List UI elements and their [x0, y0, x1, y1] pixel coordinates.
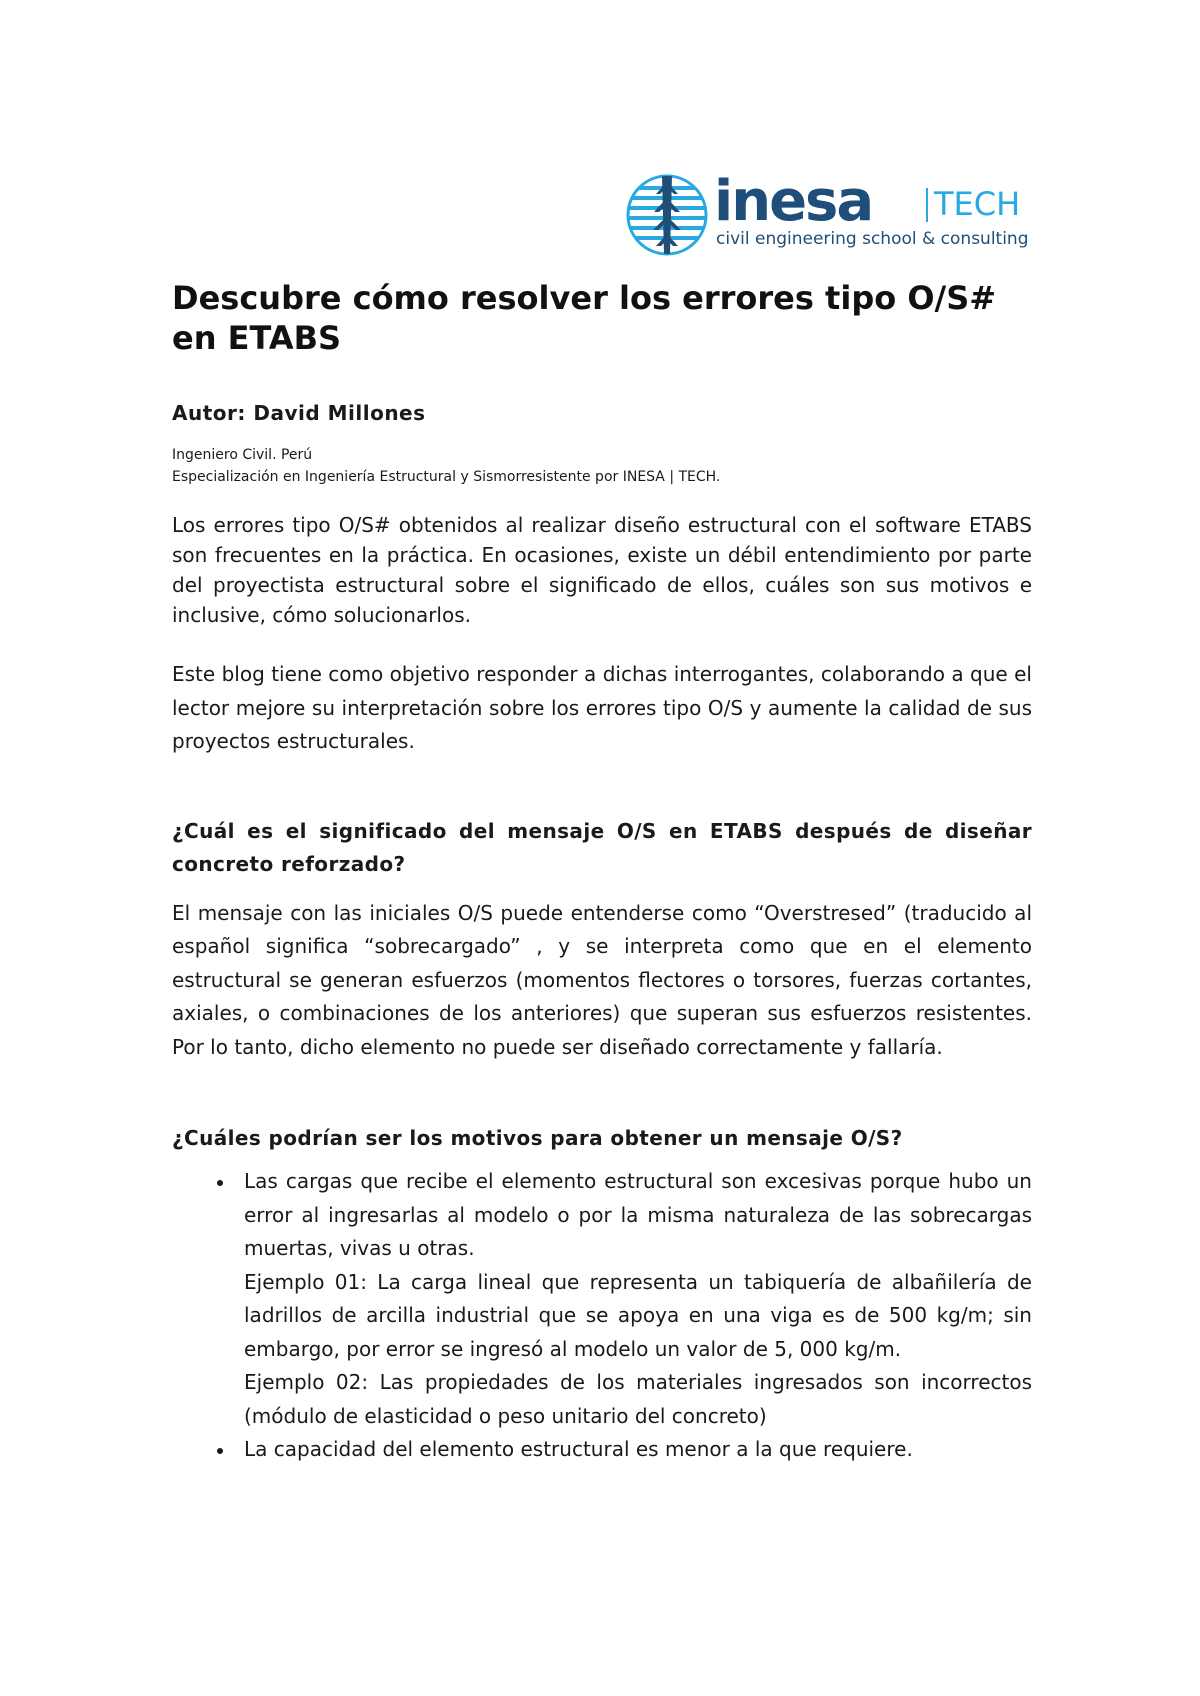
- list-item: [172, 1433, 1032, 1467]
- reason-example-1: Ejemplo 01: La carga lineal que representa un tabiquería de albañilería de ladrillos de arcilla industrial que se apoya en una viga es de 500 kg/m; sin embargo, por error se ingresó al modelo un valor de 5, 000 kg/m.: [244, 1269, 1032, 1361]
- list-item: [172, 1165, 1032, 1433]
- author-specialization: Especialización en Ingeniería Estructural y Sismorresistente por INESA | TECH.: [172, 469, 721, 485]
- reason-text: Las cargas que recibe el elemento estructural son excesivas porque hubo un error al ingresarlas al modelo o por la misma naturaleza de las sobrecargas muertas, vivas u otras.: [244, 1169, 1032, 1260]
- article-body: [172, 278, 1032, 1467]
- section-heading-meaning: ¿Cuál es el significado del mensaje O/S en ETABS después de diseñar concreto reforzado?: [172, 818, 1032, 876]
- reason-text: La capacidad del elemento estructural es menor a la que requiere.: [244, 1437, 913, 1461]
- section-heading-reasons: ¿Cuáles podrían ser los motivos para obtener un mensaje O/S?: [172, 1126, 903, 1150]
- bullet-icon: [217, 1448, 223, 1454]
- inesa-tech-logo: [626, 169, 1036, 260]
- author-credentials: [172, 444, 1032, 488]
- reason-example-2: Ejemplo 02: Las propiedades de los materiales ingresados son incorrectos (módulo de elasticidad o peso unitario del concreto): [244, 1370, 1032, 1428]
- logo-tech: TECH: [934, 185, 1021, 223]
- section-meaning-paragraph: El mensaje con las iniciales O/S puede entenderse como “Overstresed” (traducido al español significa “sobrecargado” , y se interpreta como que en el elemento estructural se generan esfuerzos (momentos flectores o torsores, fuerzas cortantes, axiales, o combinaciones de los anteriores) que superan sus esfuerzos resistentes. Por lo tanto, dicho elemento no puede ser diseñado correctamente y fallaría.: [172, 900, 1032, 1059]
- reasons-list: [172, 1165, 1032, 1467]
- intro-paragraph-2: Este blog tiene como objetivo responder a dichas interrogantes, colaborando a que el lector mejore su interpretación sobre los errores tipo O/S y aumente la calidad de sus proyectos estructurales.: [172, 662, 1032, 753]
- article-author: Autor: David Millones: [172, 401, 426, 425]
- intro-paragraph-1: Los errores tipo O/S# obtenidos al realizar diseño estructural con el software ETABS son frecuentes en la práctica. En ocasiones, existe un débil entendimiento por parte del proyectista estructural sobre el significado de ellos, cuáles son sus motivos e inclusive, cómo solucionarlos.: [172, 513, 1032, 627]
- article-title: Descubre cómo resolver los errores tipo O/S# en ETABS: [172, 279, 997, 357]
- globe-icon: [626, 174, 708, 256]
- author-profession: Ingeniero Civil. Perú: [172, 447, 313, 463]
- bullet-icon: [217, 1180, 223, 1186]
- logo-tagline: civil engineering school & consulting: [716, 229, 1029, 249]
- logo-divider: [926, 188, 928, 222]
- logo-wordmark: inesa: [714, 169, 873, 234]
